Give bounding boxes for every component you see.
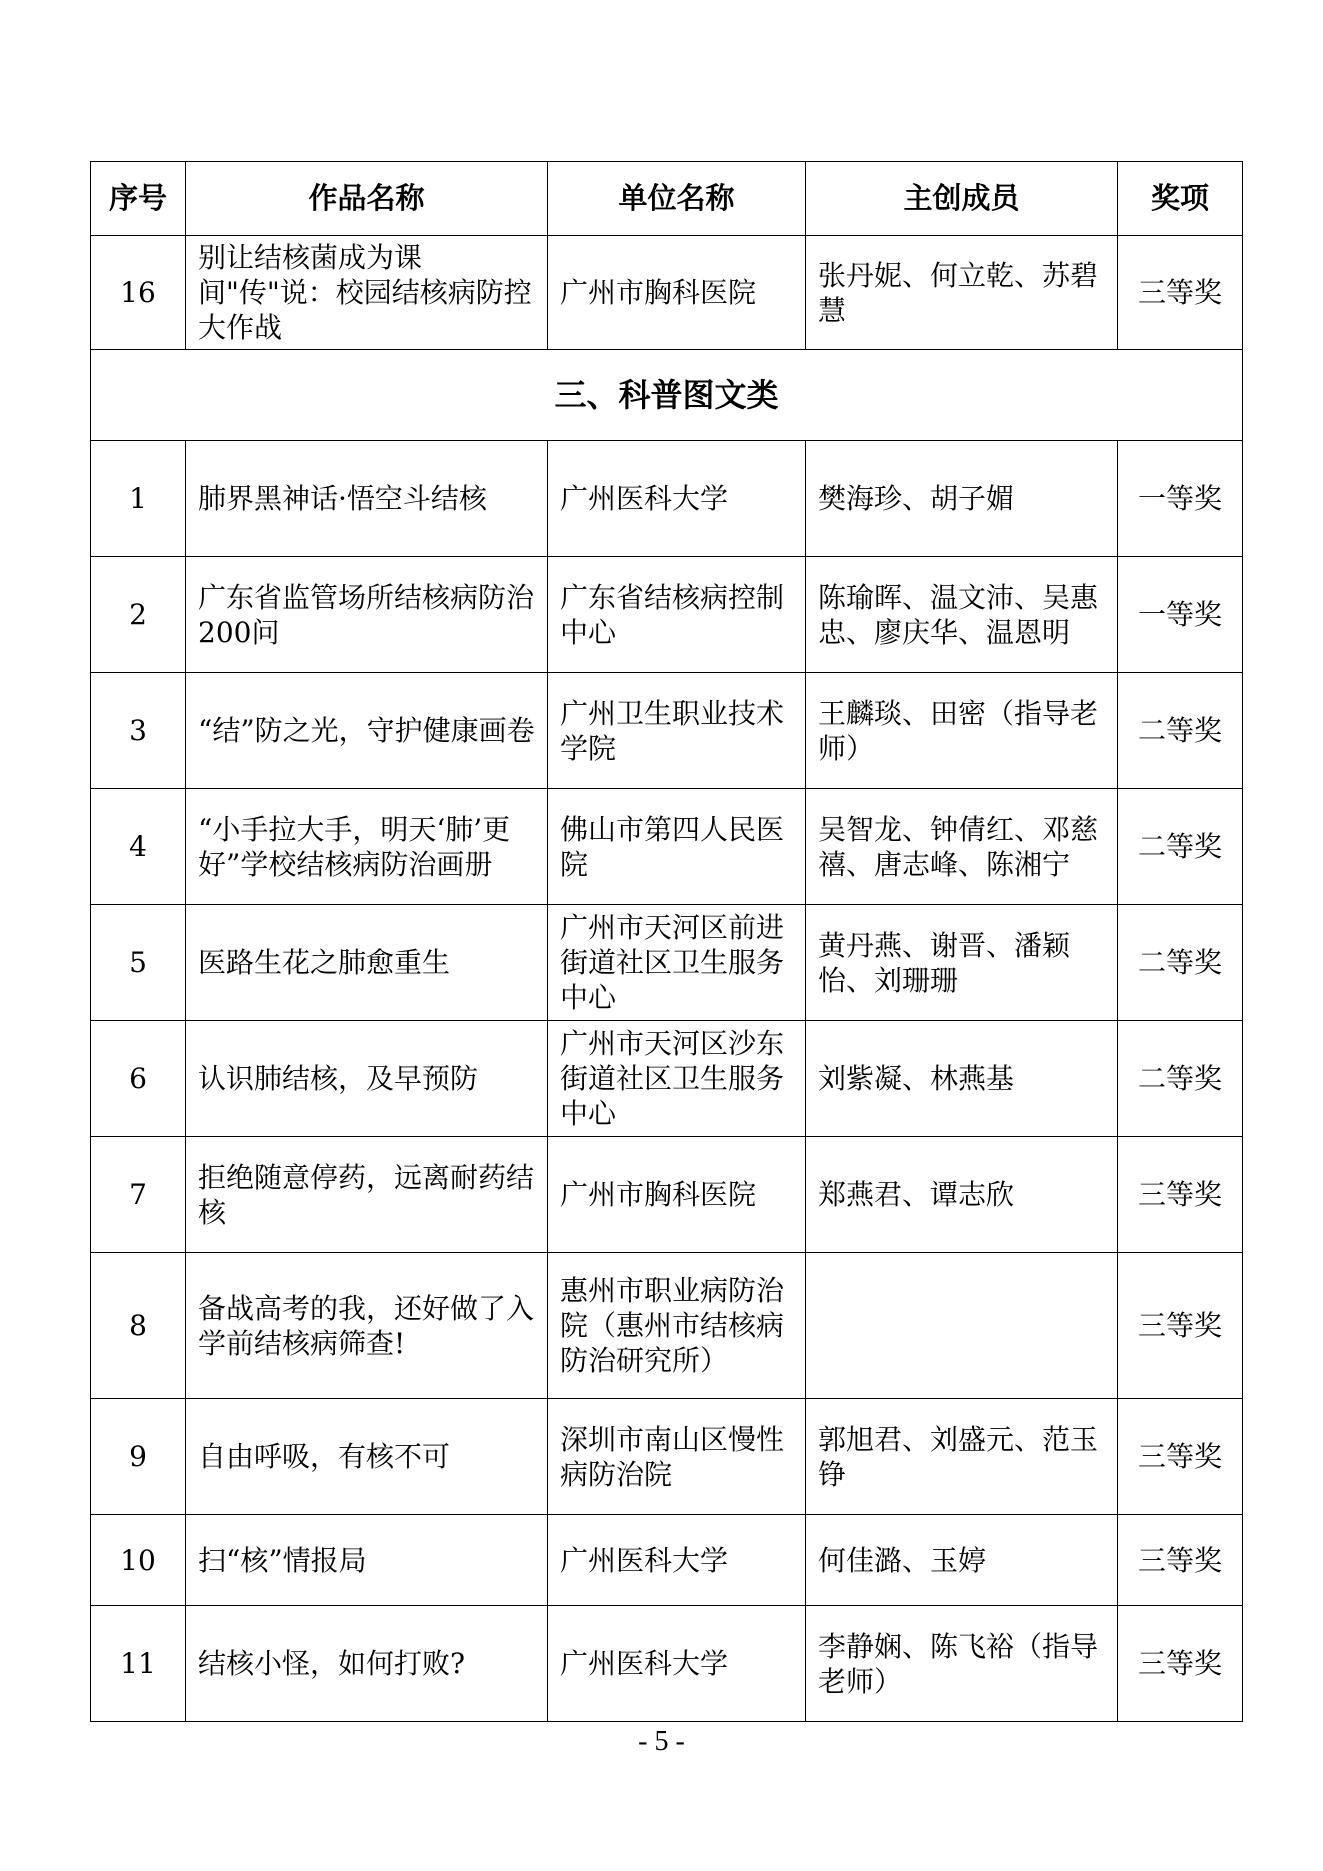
cell-title: 广东省监管场所结核病防治200问 (186, 557, 548, 673)
table-row (91, 1606, 1243, 1722)
cell-title: 结核小怪，如何打败? (186, 1606, 548, 1722)
table-row (91, 789, 1243, 905)
table-row (91, 441, 1243, 557)
cell-title: 肺界黑神话·悟空斗结核 (186, 441, 548, 557)
cell-unit: 广州市胸科医院 (548, 1137, 806, 1253)
cell-members: 郭旭君、刘盛元、范玉铮 (806, 1399, 1118, 1515)
table-row (91, 236, 1243, 350)
cell-no: 3 (91, 673, 186, 789)
cell-unit: 广州市天河区沙东街道社区卫生服务中心 (548, 1021, 806, 1137)
header-unit: 单位名称 (548, 162, 806, 236)
cell-title: “小手拉大手，明天‘肺’更好”学校结核病防治画册 (186, 789, 548, 905)
cell-no: 9 (91, 1399, 186, 1515)
cell-award: 三等奖 (1118, 1606, 1243, 1722)
page-number: - 5 - (638, 1726, 685, 1757)
table-row (91, 1399, 1243, 1515)
table-row (91, 1137, 1243, 1253)
cell-title: 备战高考的我，还好做了入学前结核病筛查! (186, 1253, 548, 1399)
cell-members: 吴智龙、钟倩红、邓慈禧、唐志峰、陈湘宁 (806, 789, 1118, 905)
cell-no: 16 (91, 236, 186, 350)
table-row (91, 905, 1243, 1021)
cell-award: 二等奖 (1118, 789, 1243, 905)
cell-award: 三等奖 (1118, 1253, 1243, 1399)
cell-award: 二等奖 (1118, 673, 1243, 789)
header-title: 作品名称 (186, 162, 548, 236)
cell-members: 李静娴、陈飞裕（指导老师） (806, 1606, 1118, 1722)
cell-title: 医路生花之肺愈重生 (186, 905, 548, 1021)
cell-no: 6 (91, 1021, 186, 1137)
cell-no: 4 (91, 789, 186, 905)
cell-no: 2 (91, 557, 186, 673)
cell-no: 11 (91, 1606, 186, 1722)
cell-members: 王麟琰、田密（指导老师） (806, 673, 1118, 789)
cell-award: 一等奖 (1118, 441, 1243, 557)
cell-title: 别让结核菌成为课间"传"说：校园结核病防控大作战 (186, 236, 548, 350)
cell-title: 扫“核”情报局 (186, 1515, 548, 1606)
cell-members: 陈瑜晖、温文沛、吴惠忠、廖庆华、温恩明 (806, 557, 1118, 673)
cell-award: 三等奖 (1118, 1137, 1243, 1253)
cell-title: 自由呼吸，有核不可 (186, 1399, 548, 1515)
cell-members: 黄丹燕、谢晋、潘颖怡、刘珊珊 (806, 905, 1118, 1021)
cell-unit: 广东省结核病控制中心 (548, 557, 806, 673)
cell-award: 三等奖 (1118, 236, 1243, 350)
cell-unit: 佛山市第四人民医院 (548, 789, 806, 905)
header-row (91, 162, 1243, 236)
cell-unit: 广州卫生职业技术学院 (548, 673, 806, 789)
cell-unit: 广州医科大学 (548, 1606, 806, 1722)
cell-no: 8 (91, 1253, 186, 1399)
table-body (91, 236, 1243, 1722)
table-row (91, 1515, 1243, 1606)
cell-no: 7 (91, 1137, 186, 1253)
table-row (91, 1021, 1243, 1137)
section-row (91, 350, 1243, 441)
cell-members (806, 1253, 1118, 1399)
award-table (90, 161, 1243, 1722)
cell-members: 刘紫凝、林燕基 (806, 1021, 1118, 1137)
table-row (91, 1253, 1243, 1399)
section-title: 三、科普图文类 (91, 350, 1243, 441)
table-row (91, 557, 1243, 673)
header-no: 序号 (91, 162, 186, 236)
cell-award: 一等奖 (1118, 557, 1243, 673)
header-members: 主创成员 (806, 162, 1118, 236)
cell-award: 二等奖 (1118, 1021, 1243, 1137)
cell-title: 拒绝随意停药，远离耐药结核 (186, 1137, 548, 1253)
cell-award: 三等奖 (1118, 1515, 1243, 1606)
cell-members: 郑燕君、谭志欣 (806, 1137, 1118, 1253)
cell-unit: 广州医科大学 (548, 1515, 806, 1606)
cell-no: 10 (91, 1515, 186, 1606)
cell-no: 1 (91, 441, 186, 557)
cell-unit: 广州市天河区前进街道社区卫生服务中心 (548, 905, 806, 1021)
cell-title: 认识肺结核，及早预防 (186, 1021, 548, 1137)
cell-no: 5 (91, 905, 186, 1021)
cell-unit: 深圳市南山区慢性病防治院 (548, 1399, 806, 1515)
cell-unit: 惠州市职业病防治院（惠州市结核病防治研究所） (548, 1253, 806, 1399)
cell-title: “结”防之光，守护健康画卷 (186, 673, 548, 789)
header-award: 奖项 (1118, 162, 1243, 236)
table-row (91, 673, 1243, 789)
cell-award: 三等奖 (1118, 1399, 1243, 1515)
cell-unit: 广州医科大学 (548, 441, 806, 557)
cell-members: 张丹妮、何立乾、苏碧慧 (806, 236, 1118, 350)
cell-members: 樊海珍、胡子媚 (806, 441, 1118, 557)
cell-award: 二等奖 (1118, 905, 1243, 1021)
cell-unit: 广州市胸科医院 (548, 236, 806, 350)
cell-members: 何佳潞、玉婷 (806, 1515, 1118, 1606)
